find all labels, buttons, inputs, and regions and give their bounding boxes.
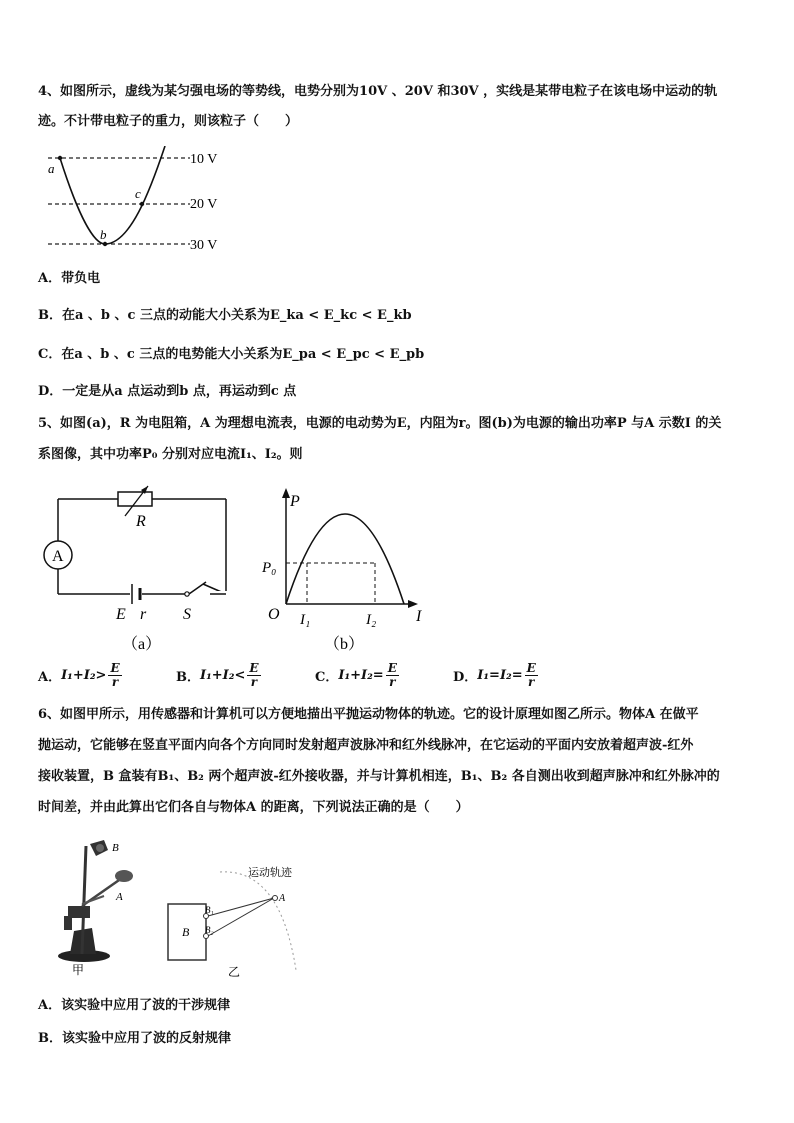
q4-10v-label: 10 V — [190, 152, 218, 167]
q4-equipotential-figure — [40, 146, 240, 256]
q6-yi-b1-label: B₁ — [205, 905, 214, 915]
q5-option-d-letter: D． — [453, 670, 478, 685]
q5-power-current-graph-b — [260, 484, 430, 656]
q4-text-line2: 迹。不计带电粒子的重力，则该粒子（ ） — [38, 114, 299, 129]
q6-jia-caption: 甲 — [72, 963, 85, 977]
q5-p0-label: P₀ — [262, 560, 277, 576]
q5-figure-b-caption: （b） — [324, 636, 365, 653]
q6-yi-caption: 乙 — [228, 965, 241, 979]
q6-jia-label-a: A — [116, 891, 123, 903]
q4-option-c: C．在a 、b 、c 三点的电势能大小关系为E_pa < E_pc < E_pb — [38, 347, 425, 362]
q5-option-b-fraction — [247, 662, 260, 689]
q5-option-a-denominator: r — [111, 675, 119, 689]
q5-option-c-denominator: r — [389, 675, 396, 689]
q4-option-a: A．带负电 — [38, 271, 101, 286]
q4-option-d: D．一定是从a 点运动到b 点，再运动到c 点 — [38, 384, 297, 399]
q4-30v-label: 30 V — [190, 238, 218, 253]
q5-option-d-denominator: r — [528, 675, 535, 689]
q5-switch-label: S — [183, 606, 191, 623]
q5-option-a-expr: I₁+I₂> — [61, 668, 107, 683]
q5-resistor-label: R — [136, 513, 146, 530]
q5-option-c-expr: I₁+I₂= — [338, 668, 384, 683]
q5-option-a — [38, 662, 122, 689]
q4-option-b: B．在a 、b 、c 三点的动能大小关系为E_ka < E_kc < E_kb — [38, 308, 412, 323]
q5-axis-p-label: P — [290, 493, 300, 510]
q5-text-line2: 系图像，其中功率P₀ 分别对应电流I₁、I₂。则 — [38, 447, 303, 462]
q5-option-d — [453, 662, 538, 689]
q6-text-line3: 接收装置，B 盒装有B₁、B₂ 两个超声波-红外接收器，并与计算机相连，B₁、B₂ 各自测出收到超声脉冲和红外脉冲的 — [38, 769, 720, 784]
q5-option-a-fraction — [108, 662, 121, 689]
q5-i1-label: I₁ — [300, 612, 311, 628]
q6-yi-box-label: B — [182, 925, 190, 939]
q6-text-line2: 抛运动，它能够在竖直平面内向各个方向同时发射超声波脉冲和红外线脉冲，在它运动的平面内安放着超声波-红外 — [38, 738, 694, 753]
q5-option-b — [176, 662, 261, 689]
q4-point-a: a — [48, 161, 55, 176]
q5-option-b-expr: I₁+I₂< — [200, 668, 246, 683]
q5-i2-label: I₂ — [366, 612, 377, 628]
q6-apparatus-photo-jia — [52, 836, 162, 978]
q6-text-line4: 时间差，并由此算出它们各自与物体A 的距离，下列说法正确的是（ ） — [38, 800, 469, 815]
q5-option-b-denominator: r — [250, 675, 258, 689]
q5-figure-a-caption: （a） — [122, 636, 162, 653]
q5-option-c-numerator: E — [387, 661, 397, 675]
q4-point-c: c — [135, 186, 141, 201]
q6-yi-b2-label: B₂ — [205, 925, 214, 935]
q6-option-b: B．该实验中应用了波的反射规律 — [38, 1031, 231, 1046]
q5-origin-label: O — [268, 606, 280, 623]
q5-option-a-numerator: E — [110, 661, 120, 675]
q5-option-c-fraction — [386, 662, 399, 689]
q5-option-c — [315, 662, 399, 689]
q4-text-line1: 4、如图所示，虚线为某匀强电场的等势线，电势分别为10V 、20V 和30V ，实线是某带电粒子在该电场中运动的轨 — [38, 84, 718, 99]
q6-jia-label-b: B — [112, 842, 119, 854]
q6-schematic-yi — [160, 858, 310, 980]
q6-option-a: A．该实验中应用了波的干涉规律 — [38, 998, 231, 1013]
q5-emf-label: E — [116, 606, 126, 623]
q5-text-line1: 5、如图(a)，R 为电阻箱，A 为理想电流表，电源的电动势为E，内阻为r。图(b)为电源的输出功率P 与A 示数I 的关 — [38, 416, 722, 431]
q5-option-a-letter: A． — [38, 670, 62, 685]
q4-20v-label: 20 V — [190, 197, 218, 212]
q5-option-d-expr: I₁=I₂= — [477, 668, 523, 683]
q5-option-b-numerator: E — [249, 661, 259, 675]
q6-yi-trajectory-label: 运动轨迹 — [248, 867, 292, 879]
q5-option-c-letter: C． — [315, 670, 339, 685]
q5-ammeter-label: A — [52, 548, 64, 565]
q5-circuit-figure-a — [40, 484, 240, 656]
q5-option-d-fraction — [525, 662, 538, 689]
q6-text-line1: 6、如图甲所示，用传感器和计算机可以方便地描出平抛运动物体的轨迹。它的设计原理如图乙所示。物体A 在做平 — [38, 707, 699, 722]
q6-yi-a-label: A — [279, 893, 286, 904]
q5-internal-resistance-label: r — [140, 606, 147, 623]
q5-option-b-letter: B． — [176, 670, 200, 685]
q5-axis-i-label: I — [416, 608, 422, 625]
q4-point-b: b — [100, 227, 107, 242]
q5-option-d-numerator: E — [526, 661, 536, 675]
